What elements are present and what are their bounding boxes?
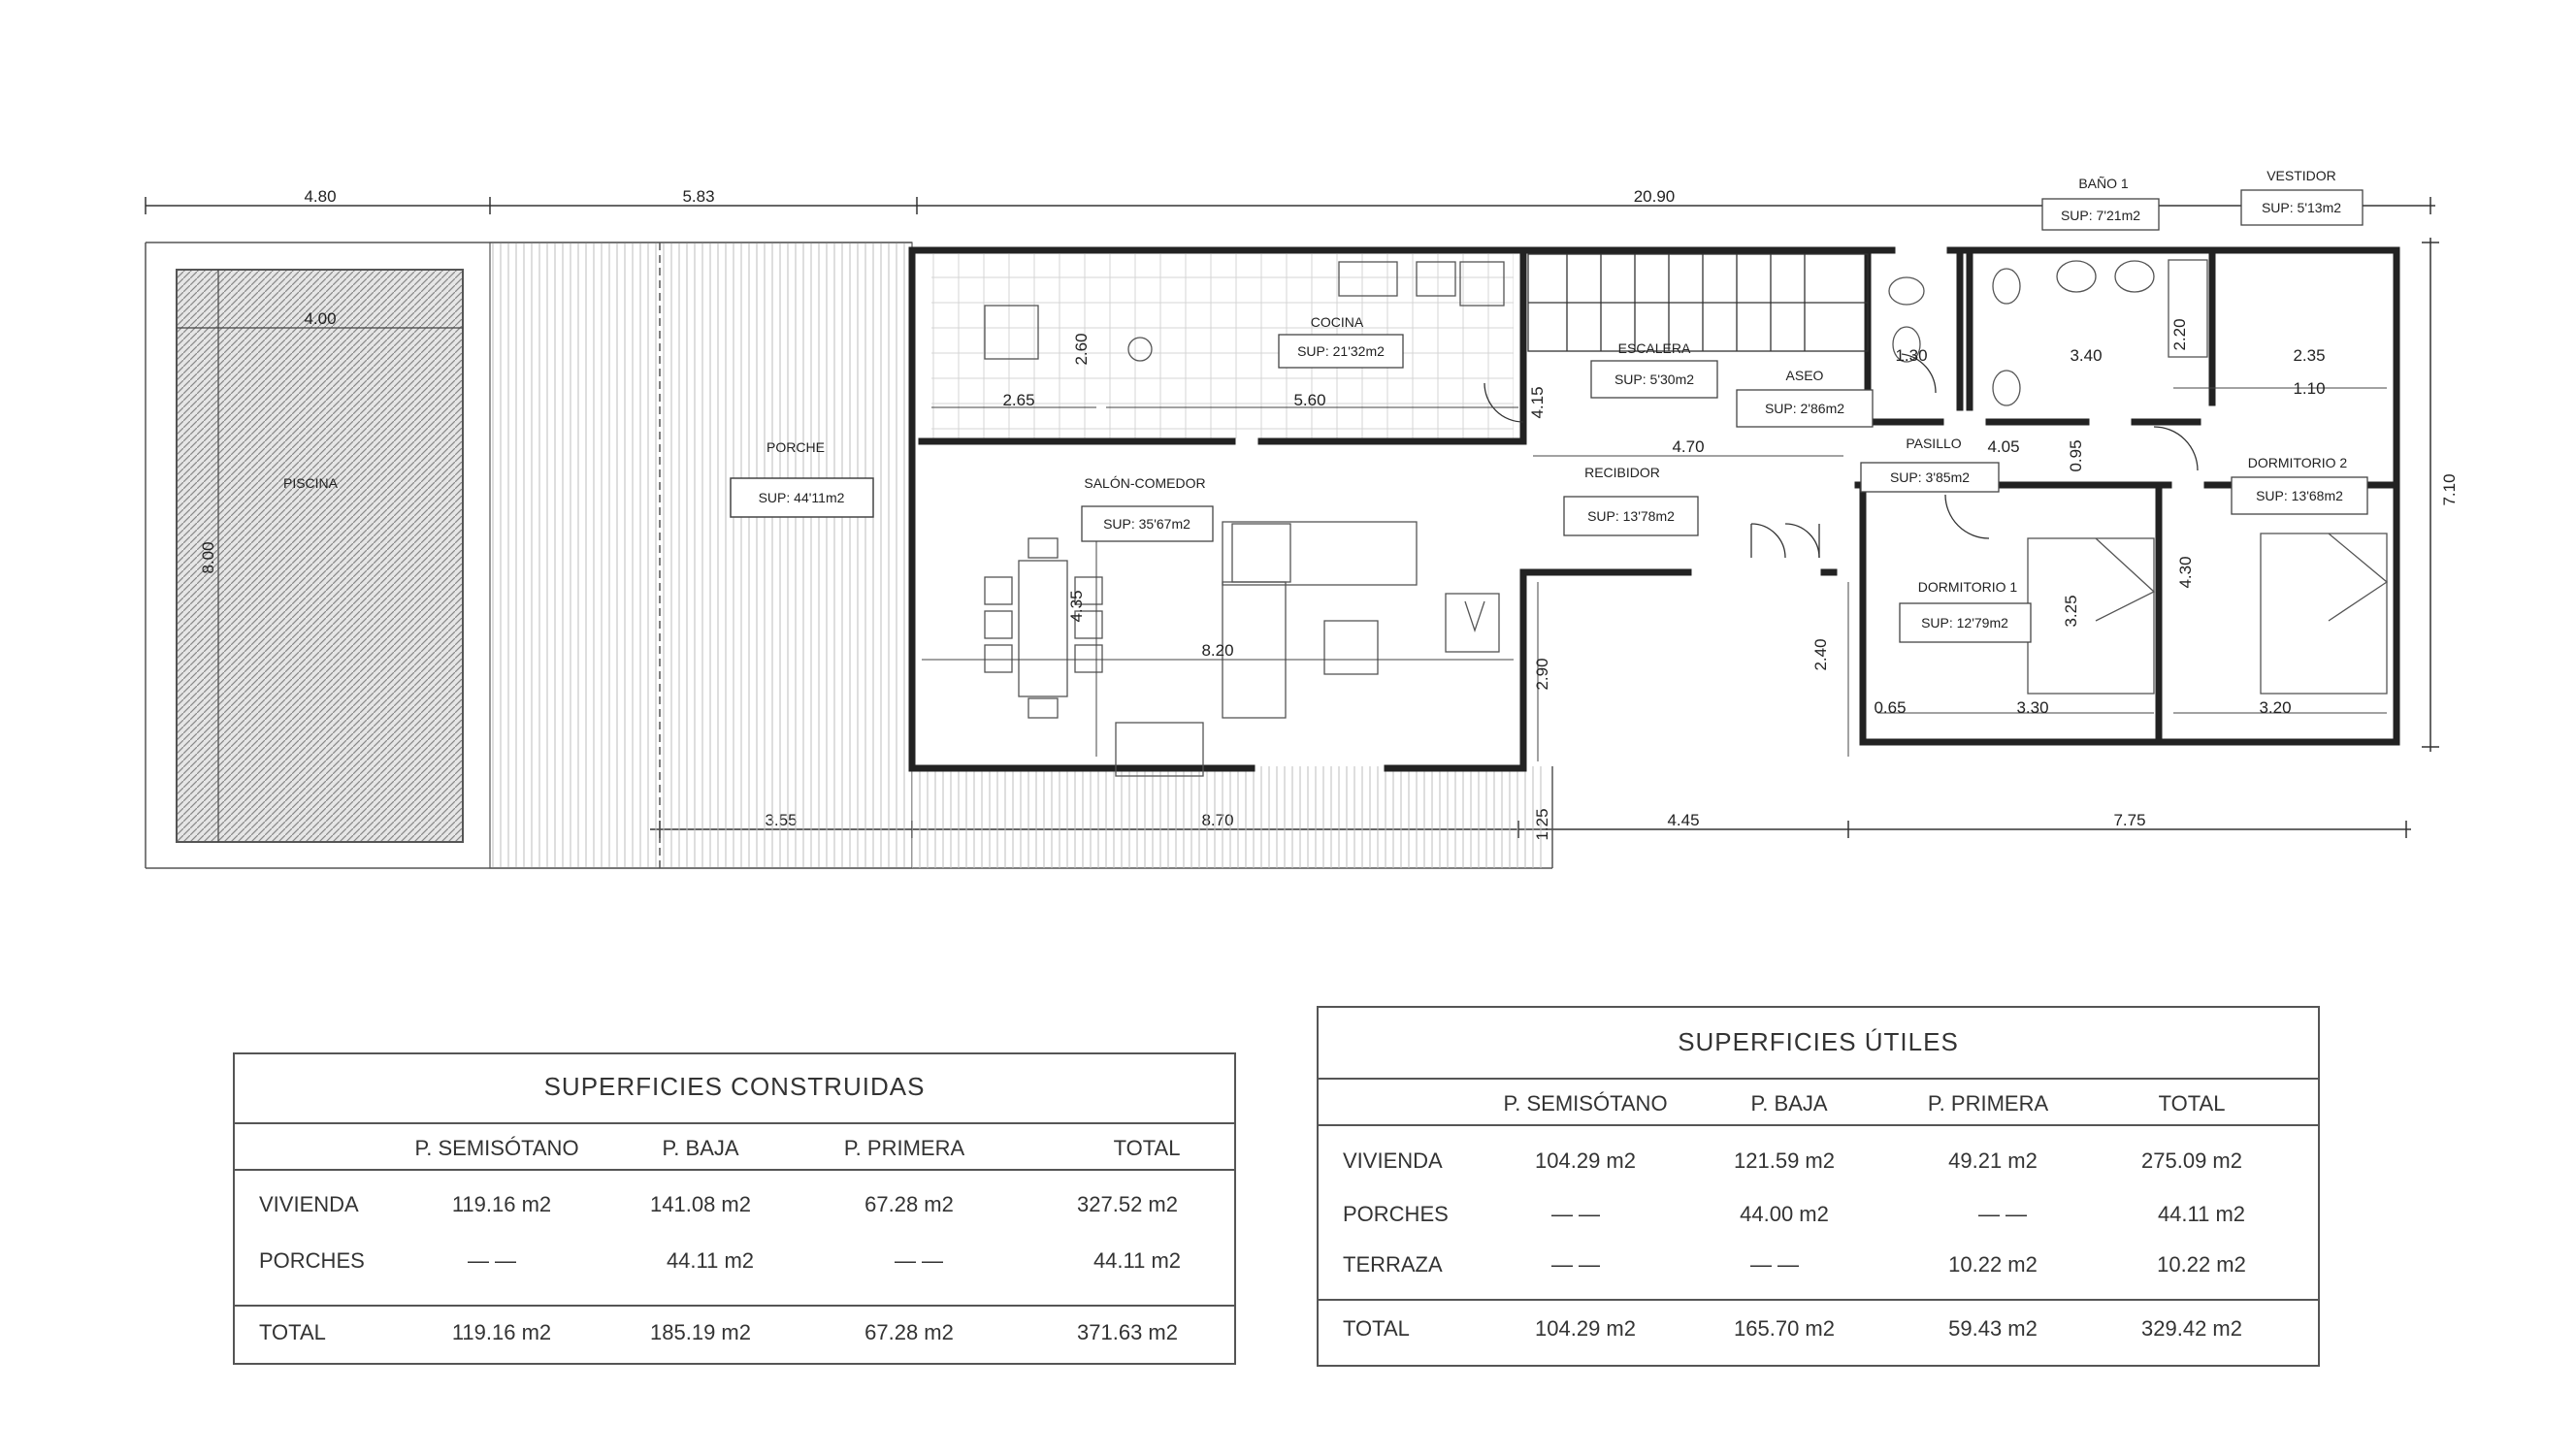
row-label-vivienda: VIVIENDA — [259, 1192, 359, 1216]
row-label-terraza: TERRAZA — [1343, 1252, 1443, 1277]
right-dimension-line — [2422, 238, 2439, 752]
dim-inner-19: 3.25 — [2062, 595, 2080, 628]
pool-length: 8.00 — [199, 541, 217, 574]
bedroom-furniture — [2028, 534, 2387, 694]
col-header-baja: P. BAJA — [662, 1136, 739, 1160]
col-header-total: TOTAL — [1113, 1136, 1181, 1160]
table-cell: — — — [1550, 1202, 1601, 1226]
table-cell: 104.29 m2 — [1535, 1316, 1636, 1341]
pool — [177, 270, 463, 842]
table-cell: 59.43 m2 — [1948, 1316, 2038, 1341]
dim-inner-13: 2.35 — [2293, 346, 2326, 365]
table-cell: 121.59 m2 — [1734, 1148, 1835, 1173]
row-label-total: TOTAL — [259, 1320, 326, 1344]
pool-width: 4.00 — [304, 309, 337, 328]
bathroom-fixtures — [1889, 260, 2207, 405]
row-label-total: TOTAL — [1343, 1316, 1410, 1341]
table-cell: 49.21 m2 — [1948, 1148, 2038, 1173]
table-cell: 44.11 m2 — [666, 1248, 755, 1273]
dim-inner-10: 1.30 — [1895, 346, 1928, 365]
table-cell: — — — [894, 1248, 944, 1273]
porch-strip — [912, 766, 1543, 868]
dim-bottom-hall: 4.45 — [1667, 811, 1700, 829]
dim-inner-11: 3.40 — [2070, 346, 2103, 365]
table-cell: 44.11 m2 — [1092, 1248, 1182, 1273]
dim-top-house: 20.90 — [1633, 187, 1676, 206]
room-salon-label: SALÓN-COMEDOR — [1084, 475, 1206, 491]
dim-inner-15: 4.05 — [1987, 437, 2020, 456]
room-cocina-label: COCINA — [1310, 314, 1364, 330]
room-aseo-area: SUP: 2'86m2 — [1764, 401, 1845, 416]
dim-inner-3: 5.60 — [1293, 391, 1326, 409]
table-cell: 165.70 m2 — [1734, 1316, 1835, 1341]
dim-inner-12: 2.20 — [2170, 318, 2189, 351]
dim-inner-9: 1.25 — [1533, 808, 1551, 841]
room-recibidor-area: SUP: 13'78m2 — [1587, 508, 1675, 524]
dim-inner-22: 3.20 — [2259, 698, 2292, 717]
room-recibidor-label: RECIBIDOR — [1584, 465, 1660, 480]
table-cell: 119.16 m2 — [451, 1192, 552, 1216]
room-pasillo-area: SUP: 3'85m2 — [1889, 469, 1971, 485]
porch-area-text: SUP: 44'11m2 — [758, 490, 845, 505]
dim-inner-14: 1.10 — [2293, 379, 2326, 398]
table-cell: 275.09 m2 — [2141, 1148, 2242, 1173]
dim-inner-1: 2.65 — [1002, 391, 1035, 409]
room-dormitorio2-area: SUP: 13'68m2 — [2256, 488, 2343, 503]
room-dormitorio2-label: DORMITORIO 2 — [2247, 455, 2348, 470]
dim-inner-20: 0.65 — [1874, 698, 1907, 717]
room-escalera-label: ESCALERA — [1617, 340, 1691, 356]
kitchen-floor — [931, 254, 1514, 438]
dim-right-depth: 7.10 — [2440, 473, 2459, 506]
room-cocina-area: SUP: 21'32m2 — [1297, 343, 1385, 359]
dim-inner-18: 2.40 — [1811, 638, 1830, 671]
table-cell: 119.16 m2 — [451, 1320, 552, 1344]
table-cell: — — — [1977, 1202, 2028, 1226]
table-cell: 67.28 m2 — [864, 1320, 954, 1344]
col-header-primera: P. PRIMERA — [843, 1136, 965, 1160]
dim-inner-17: 4.30 — [2176, 556, 2195, 589]
table-cell: 44.11 m2 — [2157, 1202, 2246, 1226]
room-salon-area: SUP: 35'67m2 — [1103, 516, 1190, 532]
row-label-porches: PORCHES — [1343, 1202, 1449, 1226]
dim-inner-8: 2.90 — [1533, 658, 1551, 691]
dim-top-porch: 5.83 — [682, 187, 715, 206]
staircase — [1528, 254, 1868, 351]
table-cell: 10.22 m2 — [2157, 1252, 2246, 1277]
dim-inner-7: 8.20 — [1201, 641, 1234, 660]
row-label-porches: PORCHES — [259, 1248, 365, 1273]
table-cell: 371.63 m2 — [1077, 1320, 1178, 1344]
table-construidas-title: SUPERFICIES CONSTRUIDAS — [543, 1072, 926, 1101]
col-header-baja: P. BAJA — [1750, 1091, 1828, 1116]
col-header-total: TOTAL — [2158, 1091, 2226, 1116]
table-cell: 104.29 m2 — [1535, 1148, 1636, 1173]
table-cell: 67.28 m2 — [864, 1192, 954, 1216]
dim-inner-21: 3.30 — [2016, 698, 2049, 717]
room-pasillo-label: PASILLO — [1906, 436, 1962, 451]
room-bano-label: BAÑO 1 — [2078, 176, 2129, 191]
table-cell: 44.00 m2 — [1740, 1202, 1829, 1226]
dim-inner-5: 4.70 — [1672, 437, 1705, 456]
table-superficies-utiles — [1317, 1006, 2320, 1367]
col-header-semisotano: P. SEMISÓTANO — [414, 1136, 579, 1160]
dim-inner-16: 0.95 — [2067, 439, 2085, 472]
room-bano-area: SUP: 7'21m2 — [2060, 208, 2141, 223]
col-header-primera: P. PRIMERA — [1927, 1091, 2049, 1116]
room-escalera-area: SUP: 5'30m2 — [1614, 372, 1695, 387]
table-cell: 327.52 m2 — [1077, 1192, 1178, 1216]
table-cell: — — — [1550, 1252, 1601, 1277]
room-aseo-label: ASEO — [1785, 368, 1824, 383]
dim-inner-4: 4.15 — [1528, 386, 1547, 419]
table-cell: 10.22 m2 — [1948, 1252, 2038, 1277]
table-cell: 185.19 m2 — [650, 1320, 751, 1344]
table-cell: 329.42 m2 — [2141, 1316, 2242, 1341]
room-vestidor-area: SUP: 5'13m2 — [2261, 200, 2342, 215]
table-cell: — — — [1749, 1252, 1800, 1277]
room-dormitorio1-label: DORMITORIO 1 — [1917, 579, 2018, 595]
table-cell: 141.08 m2 — [650, 1192, 751, 1216]
table-cell: — — — [467, 1248, 517, 1273]
dim-inner-2: 2.60 — [1072, 333, 1091, 366]
dim-bottom-bedrooms: 7.75 — [2113, 811, 2146, 829]
dim-inner-6: 4.35 — [1067, 590, 1086, 623]
room-vestidor-label: VESTIDOR — [2266, 168, 2336, 183]
porch-label: PORCHE — [766, 439, 825, 455]
room-dormitorio1-area: SUP: 12'79m2 — [1921, 615, 2008, 630]
table-superficies-construidas — [233, 1052, 1236, 1365]
col-header-semisotano: P. SEMISÓTANO — [1503, 1091, 1668, 1116]
table-utiles-title: SUPERFICIES ÚTILES — [1678, 1027, 1959, 1056]
row-label-vivienda: VIVIENDA — [1343, 1148, 1443, 1173]
porch-area — [490, 242, 912, 868]
pool-label: PISCINA — [282, 475, 339, 491]
dim-top-pool: 4.80 — [304, 187, 337, 206]
